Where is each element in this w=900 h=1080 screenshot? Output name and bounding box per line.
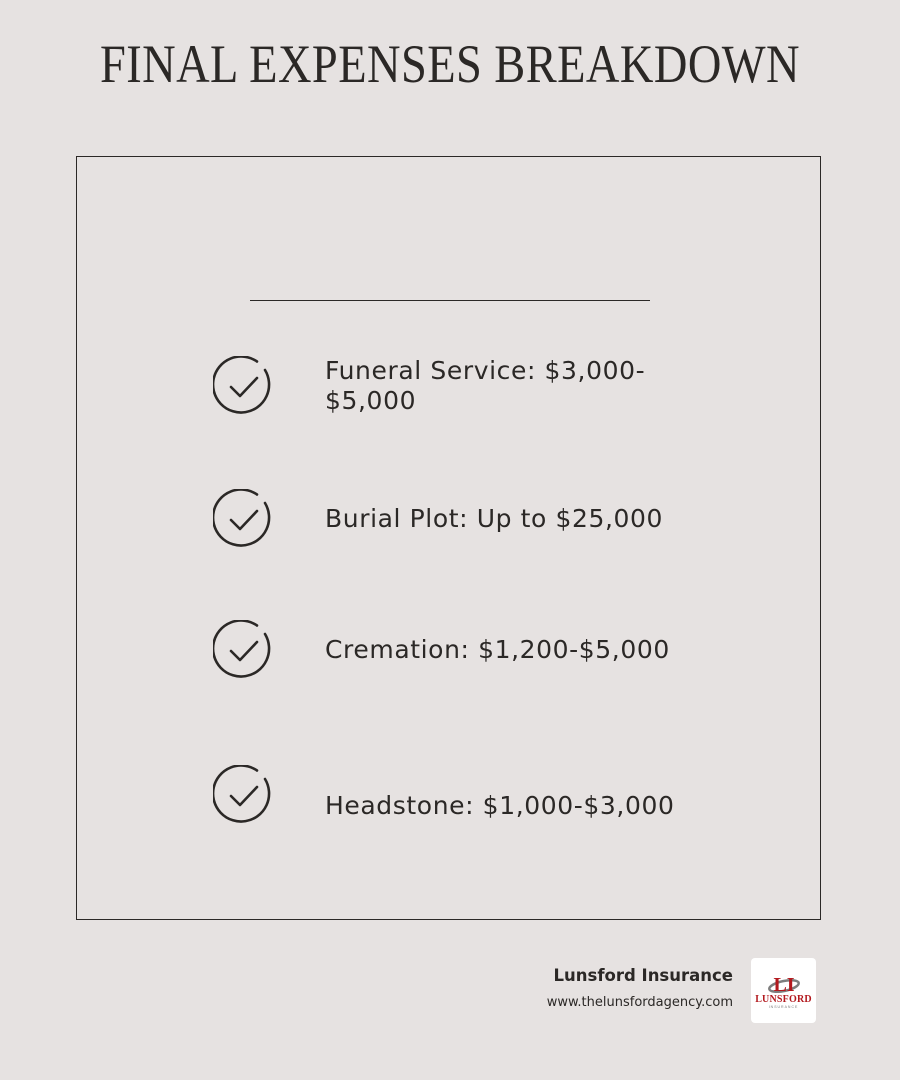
check-circle-icon [213,356,273,416]
list-item-cremation [213,620,733,680]
check-circle-icon [213,620,273,680]
item-label: Cremation: $1,200-$5,000 [325,635,670,664]
item-label: Headstone: $1,000-$3,000 [325,791,675,820]
list-item-headstone [213,765,733,825]
list-item-burial-plot [213,489,733,549]
list-item-funeral-service [213,356,733,416]
logo-swoosh-icon [764,972,804,994]
brand-block [547,964,733,1013]
check-circle-icon [213,765,273,825]
logo-text: LUNSFORD [755,993,812,1005]
svg-text:LI: LI [772,973,795,994]
divider-line [250,300,650,301]
company-logo [751,958,816,1023]
item-label: Funeral Service: $3,000- $5,000 [325,356,646,415]
item-label: Burial Plot: Up to $25,000 [325,504,664,533]
check-circle-icon [213,489,273,549]
page-title: FINAL EXPENSES BREAKDOWN [99,34,801,94]
website-link[interactable]: www.thelunsfordagency.com [546,995,733,1010]
company-name: Lunsford Insurance [553,966,733,985]
logo-subtext: INSURANCE [768,1004,799,1009]
